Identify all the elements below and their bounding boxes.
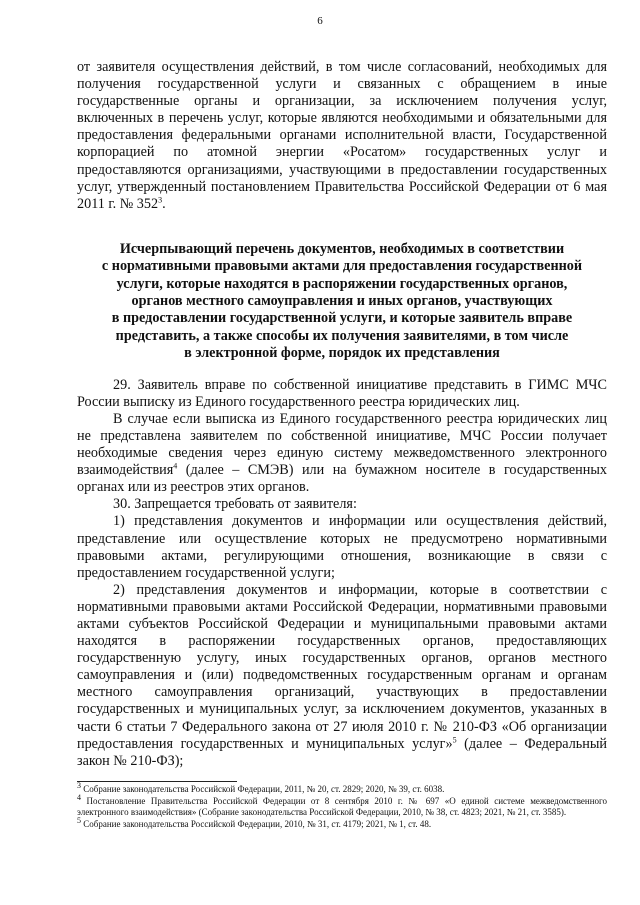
paragraph-text: (далее – Федеральный закон № 210-ФЗ); xyxy=(77,735,607,769)
heading-line: представить, а также способы их получения заявителями, в том числе xyxy=(115,327,569,344)
footnote-text: Постановление Правительства Российской Федерации от 8 сентября 2010 г. № 697 «О единой системе межведомственного электронного взаимодействия» (Собрание законодательства Российской Федерации, 2010, № 38, ст. 4823; 2021, № 21, ст. 3585). xyxy=(77,795,607,818)
paragraph-text: 2) представления документов и информации, которые в соответствии с нормативными правовыми актами Российской Федерации, нормативными правовыми актами субъектов Российской Федерации и муниципальными правовыми актами находятся в распоряжении государственных органов, предоставляющих государственную услугу, иных государственных органов, органов местного самоуправления и (или) подведомственных государственным органам и органам местного самоуправления организаций, участвующих в предоставлении государственных и муниципальных услуг, за исключением документов, указанных в части 6 статьи 7 Федерального закона от 27 июля 2010 г. № 210-ФЗ «Об организации предоставления государственных и муниципальных услуг» xyxy=(77,581,607,752)
footnote-text: Собрание законодательства Российской Федерации, 2011, № 20, ст. 2829; 2020, № 39, ст. 6038. xyxy=(81,784,445,794)
footnote-ref-3: 3 xyxy=(158,195,163,205)
document-body xyxy=(77,59,607,770)
intro-tail: . xyxy=(162,195,166,212)
paragraph-30: 30. Запрещается требовать от заявителя: xyxy=(113,496,357,513)
intro-text: от заявителя осуществления действий, в том числе согласований, необходимых для получения государственной услуги и связанных с обращением в иные государственные органы и организации, за исключением получения услуг, включенных в перечень услуг, которые являются необходимыми и обязательными для предоставления федеральными органами исполнительной власти, Государственной корпорацией по атомной энергии «Росатом» государственных услуг и предоставляются организациями, участвующими в предоставлении государственных услуг, утвержденный постановлением Правительства Российской Федерации от 6 мая 2011 г. № 352 xyxy=(77,59,607,212)
paragraph-30-item-2 xyxy=(77,582,607,770)
heading-line: органов местного самоуправления и иных органов, участвующих xyxy=(131,293,553,310)
heading-line: Исчерпывающий перечень документов, необходимых в соответствии xyxy=(119,240,565,257)
heading-line: услуги, которые находятся в распоряжении государственных органов, xyxy=(116,275,568,292)
heading-line: с нормативными правовыми актами для предоставления государственной xyxy=(101,258,583,275)
paragraph-text: В случае если выписка из Единого государственного реестра юридических лиц не представлена заявителем по собственной инициативе, МЧС России получает необходимые сведения через единую систему межведомственного электронного взаимодействия xyxy=(77,410,607,479)
footnote-4 xyxy=(77,792,607,819)
heading-line: в электронной форме, порядок их представления xyxy=(184,345,500,362)
section-heading xyxy=(83,241,601,363)
heading-line: в предоставлении государственной услуги, и которые заявитель вправе xyxy=(111,310,573,327)
paragraph-29-continued xyxy=(77,411,607,496)
footnote-3 xyxy=(77,781,607,796)
paragraph-text: (далее – СМЭВ) или на бумажном носителе в государственных органах или из реестров этих органов. xyxy=(77,462,607,496)
paragraph-29: 29. Заявитель вправе по собственной инициативе представить в ГИМС МЧС России выписку из Единого государственного реестра юридических лиц. xyxy=(77,376,607,410)
footnotes xyxy=(77,781,607,830)
footnote-ref-5: 5 xyxy=(452,734,457,744)
footnote-text: Собрание законодательства Российской Федерации, 2010, № 31, ст. 4179; 2021, № 1, ст. 48. xyxy=(81,818,432,829)
footnote-5 xyxy=(77,815,607,831)
intro-paragraph xyxy=(77,59,607,213)
footnote-ref-4: 4 xyxy=(173,461,178,471)
footnote-mark: 5 xyxy=(77,815,81,825)
paragraph-30-item-1: 1) представления документов и информации или осуществления действий, представление или осуществление которых не предусмотрено нормативными правовыми актами, регулирующими отношения, возникающие в связи с предоставлением государственной услуги; xyxy=(77,513,607,581)
footnote-mark: 3 xyxy=(77,781,81,790)
footnote-mark: 4 xyxy=(77,792,81,802)
footnote-divider xyxy=(77,781,237,782)
page-number: 6 xyxy=(317,15,323,27)
